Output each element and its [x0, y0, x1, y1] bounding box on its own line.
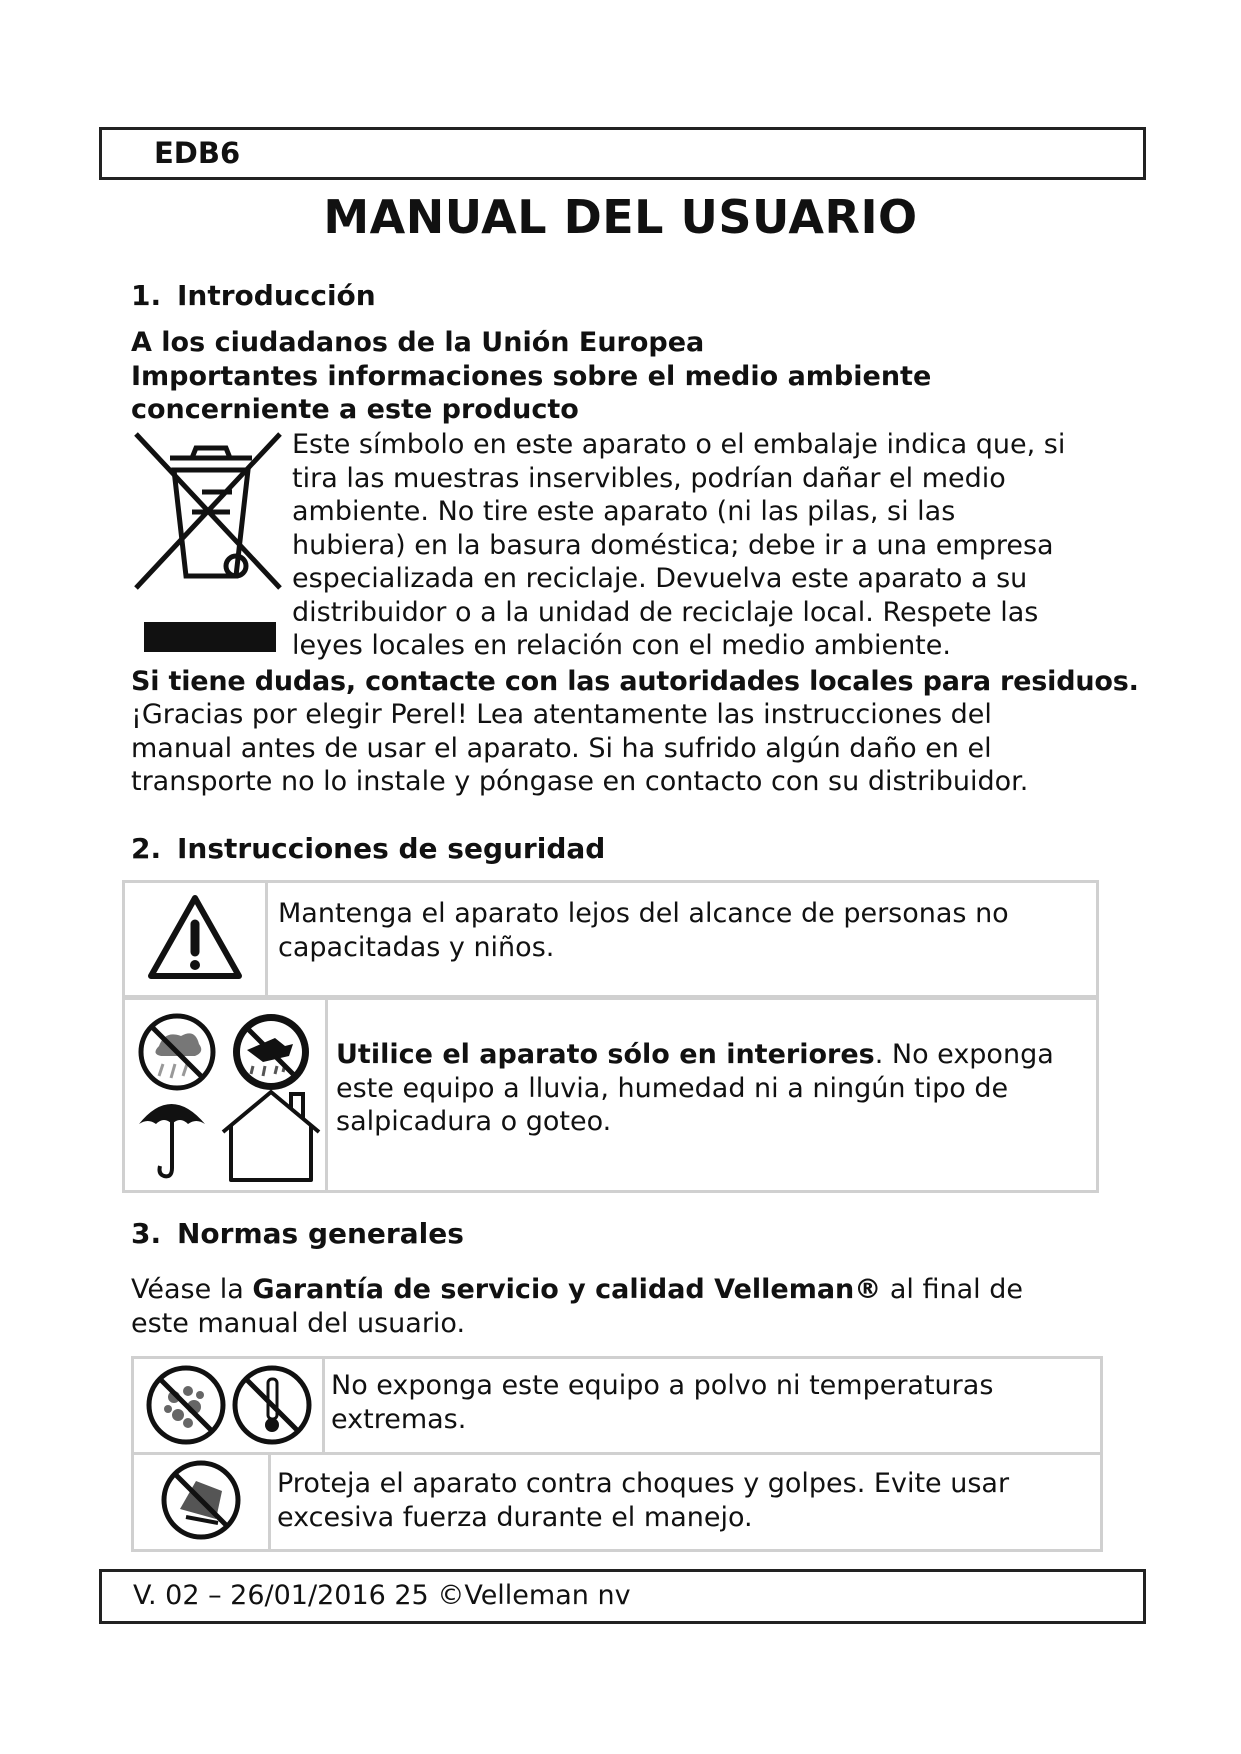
weee-line: hubiera) en la basura doméstica; debe ir a una empresa: [292, 529, 1054, 561]
general-table-2: [131, 1452, 1103, 1552]
warranty-pre: Véase la: [131, 1274, 253, 1305]
general-row: [133, 1358, 1102, 1454]
weee-line: distribuidor o a la unidad de reciclaje local. Respete las: [292, 596, 1039, 628]
no-rain-icon: [141, 1016, 213, 1088]
section-3-title: Normas generales: [177, 1217, 464, 1250]
warranty-paragraph: [131, 1273, 1023, 1340]
indoor-table: [122, 997, 1099, 1193]
warranty-bold: Garantía de servicio y calidad Velleman®: [252, 1274, 882, 1305]
safety-text-cell: [267, 882, 1098, 997]
shock-text-cell: [270, 1454, 1102, 1551]
umbrella-icon: [139, 1104, 205, 1176]
warranty-line-1: [131, 1273, 1023, 1307]
thanks-line: manual antes de usar el aparato. Si ha sufrido algún daño en el: [131, 732, 992, 764]
general-table-1: [131, 1356, 1103, 1455]
no-shock-icon: [158, 1457, 244, 1543]
weee-line: tira las muestras inservibles, podrían dañar el medio: [292, 462, 1006, 494]
dust-line: No exponga este equipo a polvo ni temperaturas: [331, 1370, 994, 1401]
indoor-icons: [125, 1000, 321, 1186]
no-splash-icon: [233, 1014, 309, 1090]
warranty-line-2: este manual del usuario.: [131, 1307, 466, 1339]
safety-table: [122, 880, 1099, 998]
warning-triangle-icon: [145, 892, 245, 982]
section-2-heading: [131, 832, 605, 865]
section-2-number: 2.: [131, 832, 162, 865]
eu-heading-3: concerniente a este producto: [131, 394, 579, 425]
model-code: EDB6: [154, 136, 241, 170]
indoor-bold: Utilice el aparato sólo en interiores: [336, 1039, 875, 1070]
thanks-line: transporte no lo instale y póngase en contacto con su distribuidor.: [131, 766, 1029, 797]
weee-line: Este símbolo en este aparato o el embalaje indica que, si: [292, 429, 1066, 460]
page-title: MANUAL DEL USUARIO: [323, 190, 918, 244]
weee-bin-icon: [130, 430, 290, 658]
safety-line: Mantenga el aparato lejos del alcance de personas no: [278, 898, 1009, 929]
indoor-text-cell: [327, 999, 1098, 1192]
section-1-title: Introducción: [177, 279, 376, 312]
indoor-line: este equipo a lluvia, humedad ni a ningún tipo de: [336, 1072, 1009, 1104]
shock-line: excesiva fuerza durante el manejo.: [277, 1501, 753, 1533]
shock-icon-cell: [133, 1454, 270, 1551]
section-3-heading: [131, 1217, 464, 1250]
indoor-line: salpicadura o goteo.: [336, 1106, 612, 1137]
section-1-heading: [131, 279, 376, 312]
indoor-icon-cell: [124, 999, 327, 1192]
indoor-line-1: [336, 1038, 1096, 1072]
shock-line: Proteja el aparato contra choques y golpes. Evite usar: [277, 1468, 1010, 1499]
eu-heading-2: Importantes informaciones sobre el medio ambiente: [131, 360, 932, 392]
dust-line: extremas.: [331, 1403, 467, 1435]
section-1-number: 1.: [131, 279, 162, 312]
safety-line: capacitadas y niños.: [278, 931, 555, 963]
dust-temp-icons: [134, 1361, 320, 1447]
house-icon: [223, 1092, 319, 1180]
thanks-line: ¡Gracias por elegir Perel! Lea atentamente las instrucciones del: [131, 699, 992, 730]
indoor-rest: . No exponga: [874, 1039, 1054, 1070]
dust-temp-icon-cell: [133, 1358, 324, 1454]
eu-headings: [131, 326, 931, 427]
eu-heading-1: A los ciudadanos de la Unión Europea: [131, 327, 705, 358]
dust-temp-text-cell: [324, 1358, 1102, 1454]
no-temperature-icon: [235, 1368, 309, 1442]
weee-line: leyes locales en relación con el medio ambiente.: [292, 630, 951, 661]
thanks-paragraph: [131, 698, 1028, 799]
safety-row: [124, 882, 1098, 997]
footer-text: V. 02 – 26/01/2016 25 ©Velleman nv: [133, 1580, 631, 1611]
no-dust-icon: [149, 1368, 223, 1442]
footer-box: [99, 1569, 1146, 1624]
weee-text: [292, 428, 1065, 663]
general-row: [133, 1454, 1102, 1551]
weee-line: ambiente. No tire este aparato (ni las pilas, si las: [292, 496, 956, 527]
section-3-number: 3.: [131, 1217, 162, 1250]
indoor-row: [124, 999, 1098, 1192]
local-authorities-note: Si tiene dudas, contacte con las autoridades locales para residuos.: [131, 666, 1139, 697]
warranty-post: al final de: [881, 1274, 1023, 1305]
weee-line: especializada en reciclaje. Devuelva este aparato a su: [292, 563, 1028, 594]
section-2-title: Instrucciones de seguridad: [177, 832, 606, 865]
safety-icon-cell: [124, 882, 267, 997]
header-box: [99, 127, 1146, 180]
